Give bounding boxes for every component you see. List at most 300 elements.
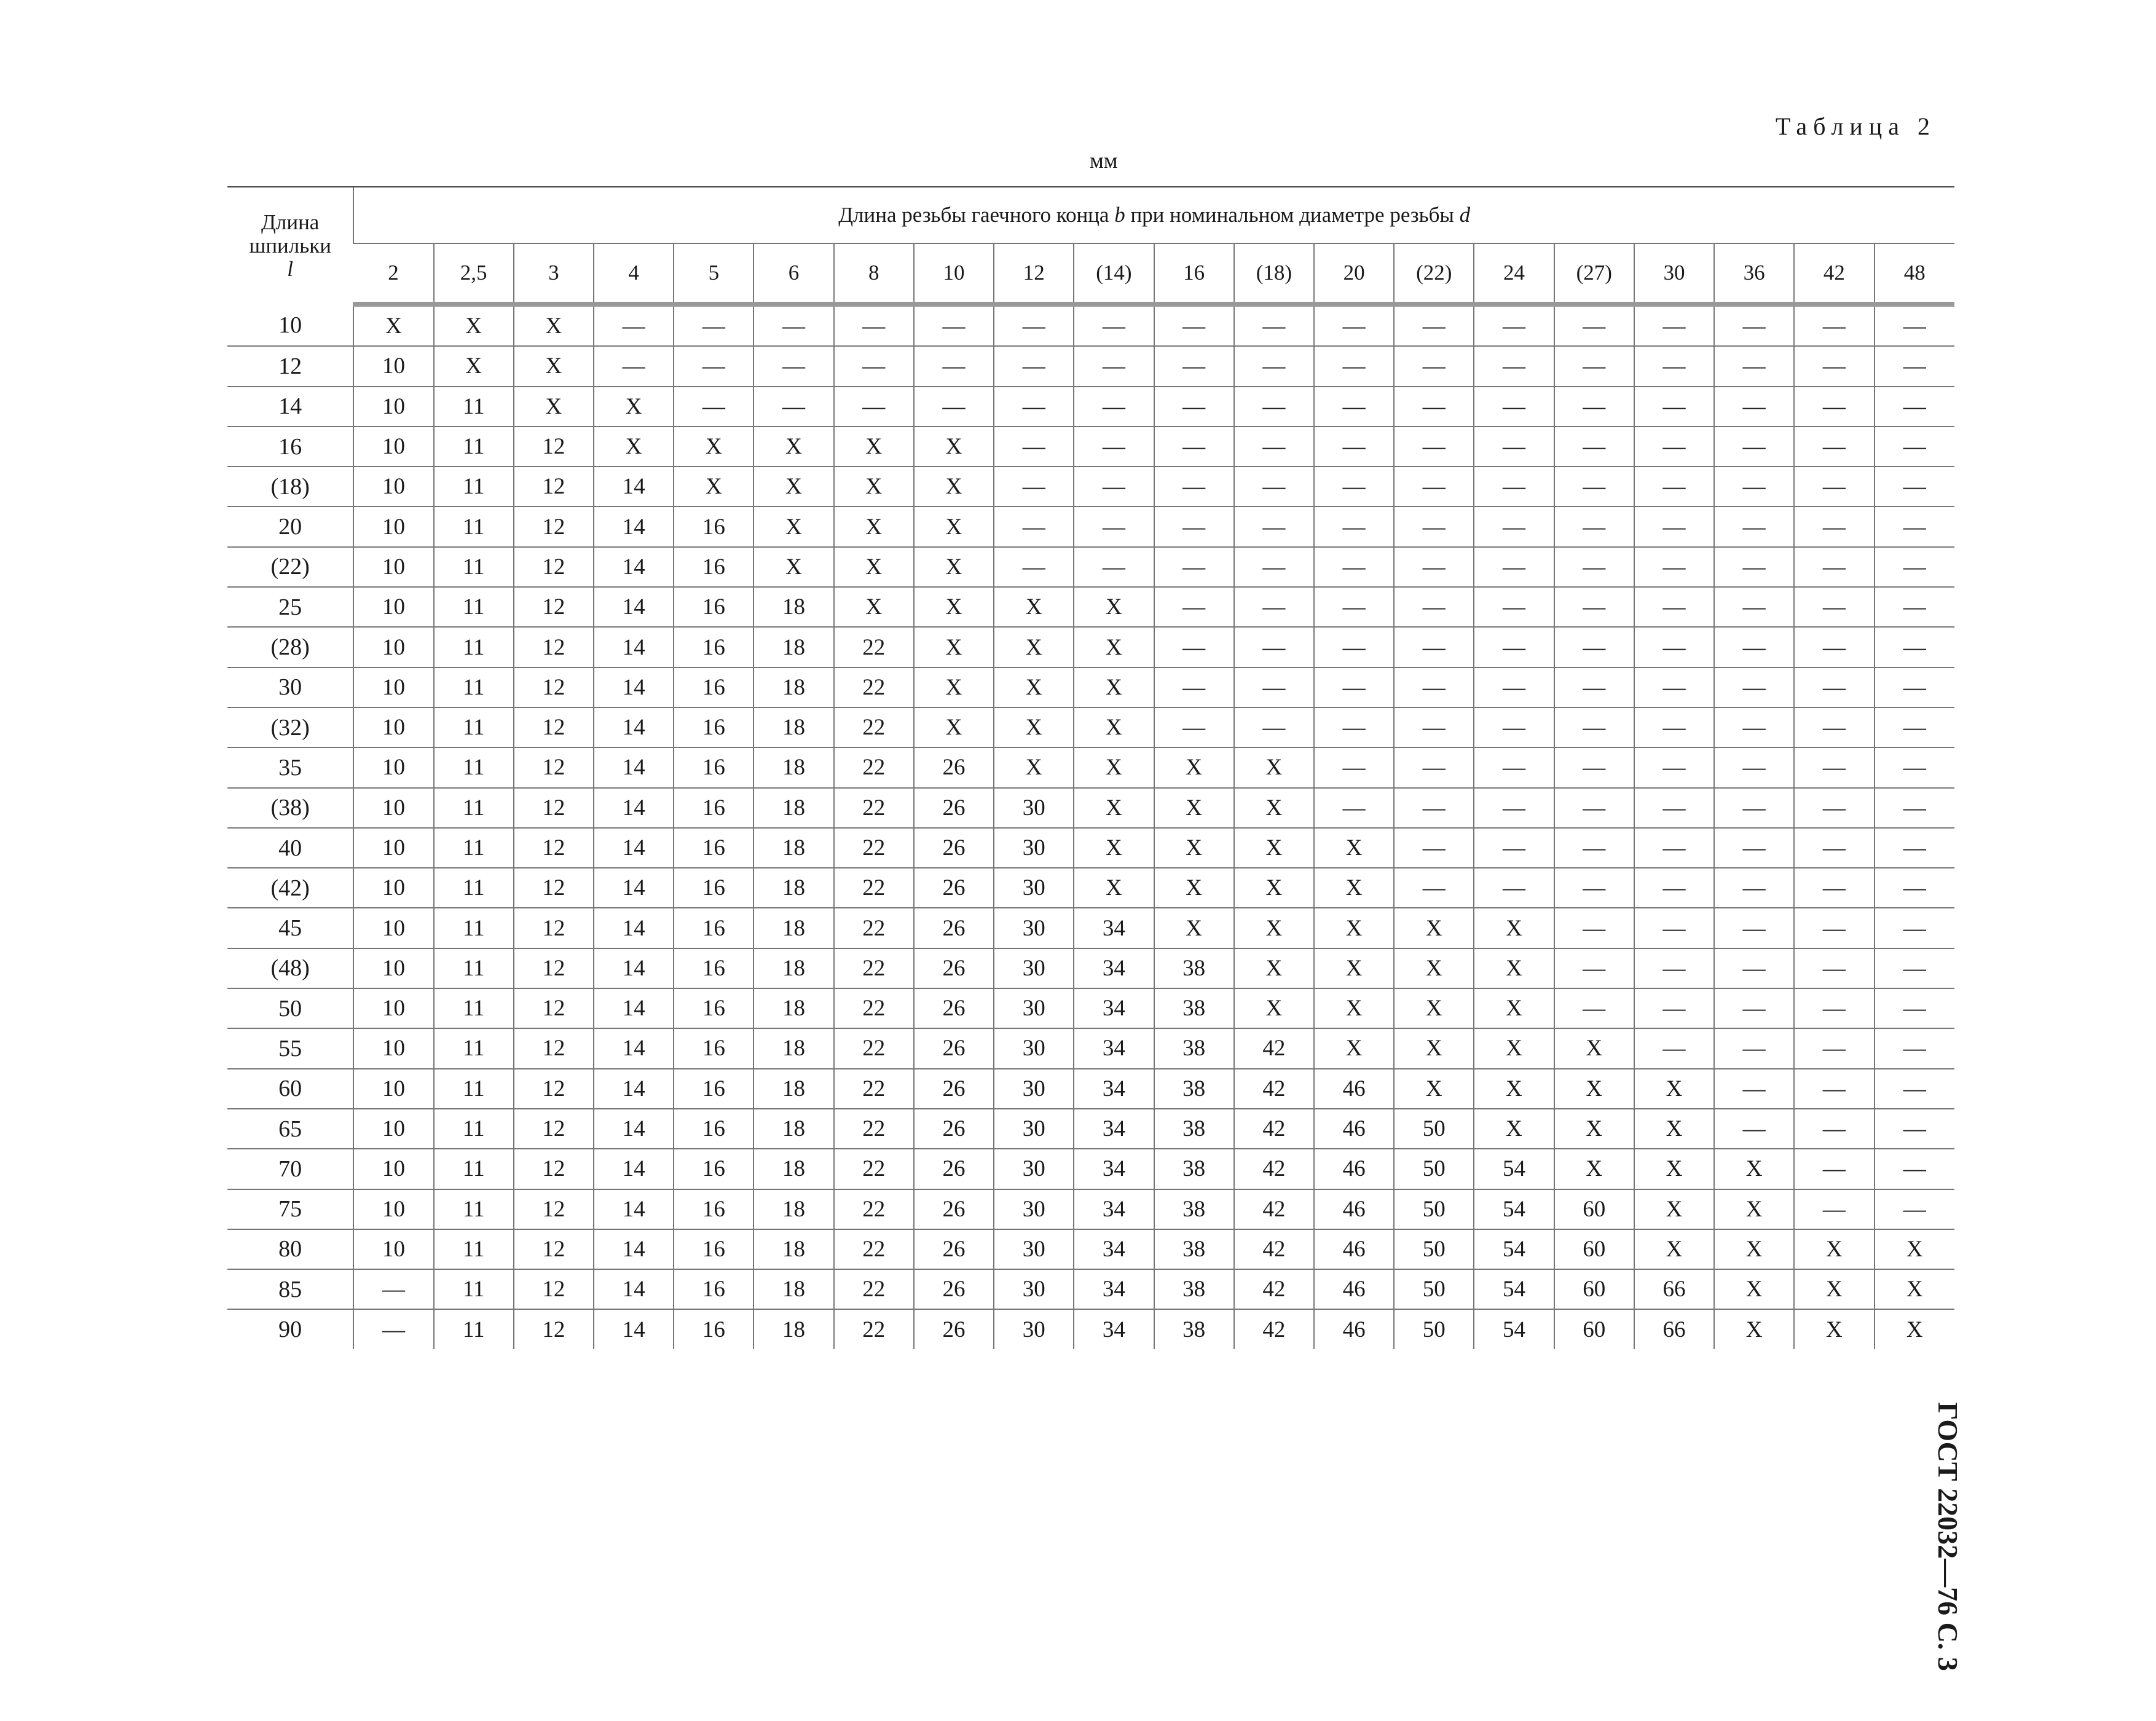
table-cell: — — [834, 387, 914, 427]
table-cell: 14 — [594, 506, 674, 546]
table-cell: 11 — [434, 828, 514, 868]
table-cell: — — [994, 304, 1074, 346]
table-cell: X — [1634, 1069, 1714, 1109]
table-cell: 16 — [674, 868, 753, 908]
table-cell: — — [753, 346, 833, 386]
table-cell: — — [1154, 387, 1234, 427]
table-cell: 60 — [1554, 1309, 1634, 1349]
table-cell: 18 — [753, 1269, 833, 1309]
table-cell: — — [1554, 668, 1634, 707]
row-header-symbol: l — [287, 257, 294, 281]
table-cell: 30 — [994, 828, 1074, 868]
table-cell: — — [1634, 547, 1714, 587]
table-cell: — — [1234, 547, 1314, 587]
table-cell: — — [1234, 427, 1314, 467]
table-cell: 42 — [1234, 1269, 1314, 1309]
table-cell: 16 — [674, 627, 753, 667]
table-row — [227, 747, 1954, 787]
table-row — [227, 988, 1954, 1028]
diameter-header-row — [227, 243, 1954, 304]
table-cell: — — [1794, 747, 1874, 787]
table-cell: — — [594, 346, 674, 386]
table-cell: 34 — [1074, 1309, 1154, 1349]
table-cell: — — [1554, 427, 1634, 467]
table-cell: — — [1074, 304, 1154, 346]
table-cell: 14 — [594, 1149, 674, 1189]
table-cell: — — [1634, 627, 1714, 667]
table-cell: 12 — [514, 1149, 594, 1189]
table-cell: X — [914, 707, 994, 747]
table-cell: 14 — [594, 707, 674, 747]
table-cell: — — [1154, 427, 1234, 467]
table-cell: 11 — [434, 707, 514, 747]
table-cell: — — [1875, 547, 1955, 587]
table-row — [227, 908, 1954, 948]
table-cell: X — [1234, 868, 1314, 908]
table-cell: 12 — [514, 1028, 594, 1068]
table-cell: X — [1314, 828, 1394, 868]
table-cell: — — [1474, 788, 1554, 828]
table-cell: X — [914, 587, 994, 627]
table-cell: 10 — [353, 587, 433, 627]
table-cell: — — [1875, 346, 1955, 386]
table-cell: — — [1794, 1189, 1874, 1229]
table-cell: — — [1314, 547, 1394, 587]
table-cell: — — [1474, 747, 1554, 787]
table-cell: 46 — [1314, 1229, 1394, 1269]
table-cell: — — [1714, 747, 1794, 787]
table-cell: 10 — [353, 627, 433, 667]
table-cell: — — [1634, 427, 1714, 467]
table-cell: 22 — [834, 908, 914, 948]
table-cell: 16 — [674, 1269, 753, 1309]
table-cell: — — [1394, 747, 1474, 787]
table-cell: — — [753, 304, 833, 346]
table-cell: — — [1714, 668, 1794, 707]
table-cell: — — [1875, 788, 1955, 828]
table-cell: — — [1394, 346, 1474, 386]
table-cell: 30 — [994, 908, 1074, 948]
table-cell: 14 — [594, 547, 674, 587]
table-cell: 11 — [434, 1229, 514, 1269]
table-cell: — — [1074, 506, 1154, 546]
row-length-cell: 25 — [227, 587, 353, 627]
table-cell: — — [1634, 707, 1714, 747]
table-cell: — — [1474, 627, 1554, 667]
table-cell: 11 — [434, 467, 514, 506]
table-cell: 60 — [1554, 1189, 1634, 1229]
table-cell: 38 — [1154, 1028, 1234, 1068]
table-cell: X — [1234, 788, 1314, 828]
table-cell: — — [1714, 387, 1794, 427]
table-cell: 22 — [834, 828, 914, 868]
row-length-cell: 16 — [227, 427, 353, 467]
table-cell: 10 — [353, 506, 433, 546]
table-row — [227, 467, 1954, 506]
table-cell: 46 — [1314, 1309, 1394, 1349]
table-cell: X — [1875, 1309, 1955, 1349]
table-cell: 26 — [914, 1269, 994, 1309]
table-cell: 60 — [1554, 1269, 1634, 1309]
table-cell: — — [1234, 668, 1314, 707]
row-length-cell: (48) — [227, 948, 353, 988]
table-cell: X — [914, 427, 994, 467]
row-length-cell: (42) — [227, 868, 353, 908]
table-cell: 22 — [834, 707, 914, 747]
table-cell: — — [1394, 587, 1474, 627]
table-cell: 10 — [353, 908, 433, 948]
table-cell: 54 — [1474, 1189, 1554, 1229]
table-cell: — — [1875, 304, 1955, 346]
table-cell: 22 — [834, 1028, 914, 1068]
table-cell: 12 — [514, 427, 594, 467]
table-cell: X — [1794, 1309, 1874, 1349]
table-cell: X — [1554, 1028, 1634, 1068]
table-cell: 11 — [434, 1069, 514, 1109]
table-cell: 22 — [834, 788, 914, 828]
table-cell: X — [753, 467, 833, 506]
table-cell: — — [1554, 828, 1634, 868]
row-length-cell: 10 — [227, 304, 353, 346]
table-cell: 30 — [994, 948, 1074, 988]
table-cell: — — [1714, 467, 1794, 506]
table-cell: — — [1875, 1028, 1955, 1068]
table-cell: — — [914, 304, 994, 346]
table-cell: 26 — [914, 1149, 994, 1189]
table-cell: 38 — [1154, 1149, 1234, 1189]
table-cell: — — [1875, 908, 1955, 948]
table-cell: 66 — [1634, 1269, 1714, 1309]
table-cell: 30 — [994, 1269, 1074, 1309]
table-cell: — — [1634, 948, 1714, 988]
table-cell: 16 — [674, 788, 753, 828]
diameter-header: 20 — [1314, 243, 1394, 304]
table-cell: 16 — [674, 988, 753, 1028]
table-cell: 22 — [834, 1189, 914, 1229]
table-cell: X — [994, 668, 1074, 707]
table-cell: 14 — [594, 467, 674, 506]
table-cell: — — [1154, 627, 1234, 667]
table-cell: 34 — [1074, 908, 1154, 948]
table-cell: X — [1234, 828, 1314, 868]
table-cell: 12 — [514, 506, 594, 546]
table-cell: X — [1074, 587, 1154, 627]
table-cell: 12 — [514, 1229, 594, 1269]
table-cell: 46 — [1314, 1069, 1394, 1109]
table-cell: 11 — [434, 1149, 514, 1189]
table-cell: X — [1714, 1149, 1794, 1189]
table-cell: X — [834, 467, 914, 506]
row-length-cell: 40 — [227, 828, 353, 868]
table-row — [227, 1229, 1954, 1269]
table-cell: 66 — [1634, 1309, 1714, 1349]
table-cell: 54 — [1474, 1149, 1554, 1189]
table-cell: — — [1554, 908, 1634, 948]
table-cell: X — [994, 747, 1074, 787]
table-cell: 38 — [1154, 1269, 1234, 1309]
table-cell: — — [1314, 707, 1394, 747]
table-cell: 26 — [914, 828, 994, 868]
table-cell: 10 — [353, 788, 433, 828]
table-cell: 12 — [514, 627, 594, 667]
table-row — [227, 346, 1954, 386]
table-cell: — — [1794, 1149, 1874, 1189]
table-cell: 30 — [994, 1028, 1074, 1068]
table-cell: X — [1394, 1028, 1474, 1068]
table-cell: — — [1794, 828, 1874, 868]
row-length-cell: 50 — [227, 988, 353, 1028]
table-cell: 30 — [994, 1229, 1074, 1269]
table-cell: 14 — [594, 668, 674, 707]
table-cell: — — [1794, 427, 1874, 467]
table-row — [227, 547, 1954, 587]
table-cell: 50 — [1394, 1109, 1474, 1149]
table-cell: — — [1634, 988, 1714, 1028]
table-cell: — — [1875, 427, 1955, 467]
row-length-cell: (32) — [227, 707, 353, 747]
table-row — [227, 668, 1954, 707]
table-cell: — — [353, 1269, 433, 1309]
table-cell: — — [1875, 1149, 1955, 1189]
table-cell: — — [1875, 707, 1955, 747]
diameter-header: 24 — [1474, 243, 1554, 304]
table-row — [227, 304, 1954, 346]
table-cell: 14 — [594, 747, 674, 787]
table-cell: 12 — [514, 788, 594, 828]
table-cell: 54 — [1474, 1269, 1554, 1309]
table-cell: — — [1794, 948, 1874, 988]
table-cell: X — [1394, 908, 1474, 948]
table-cell: — — [1634, 587, 1714, 627]
table-cell: 34 — [1074, 1069, 1154, 1109]
table-cell: — — [1474, 587, 1554, 627]
table-cell: — — [1554, 304, 1634, 346]
table-cell: X — [1474, 948, 1554, 988]
table-row — [227, 506, 1954, 546]
table-cell: — — [1554, 948, 1634, 988]
table-cell: 14 — [594, 988, 674, 1028]
table-cell: — — [1875, 1189, 1955, 1229]
table-cell: 16 — [674, 948, 753, 988]
table-cell: 14 — [594, 908, 674, 948]
table-cell: — — [1794, 788, 1874, 828]
table-cell: 16 — [674, 828, 753, 868]
table-cell: 50 — [1394, 1229, 1474, 1269]
table-cell: — — [1634, 387, 1714, 427]
table-cell: X — [1234, 908, 1314, 948]
table-cell: 16 — [674, 1149, 753, 1189]
table-cell: — — [1875, 467, 1955, 506]
table-cell: — — [834, 304, 914, 346]
table-cell: 34 — [1074, 1149, 1154, 1189]
table-cell: 12 — [514, 948, 594, 988]
table-cell: 46 — [1314, 1269, 1394, 1309]
table-cell: 12 — [514, 828, 594, 868]
row-header-line-2: шпильки — [249, 234, 331, 258]
table-cell: 30 — [994, 988, 1074, 1028]
table-cell: X — [353, 304, 433, 346]
table-cell: 42 — [1234, 1229, 1314, 1269]
table-cell: — — [1875, 627, 1955, 667]
table-cell: 50 — [1394, 1309, 1474, 1349]
table-cell: X — [1714, 1229, 1794, 1269]
table-cell: — — [1714, 427, 1794, 467]
table-cell: — — [1314, 587, 1394, 627]
table-cell: 10 — [353, 387, 433, 427]
table-cell: — — [1394, 707, 1474, 747]
row-length-cell: 12 — [227, 346, 353, 386]
table-cell: — — [1794, 346, 1874, 386]
table-cell: — — [1875, 387, 1955, 427]
table-cell: — — [1474, 467, 1554, 506]
table-cell: 10 — [353, 467, 433, 506]
table-cell: — — [1074, 427, 1154, 467]
table-cell: 30 — [994, 868, 1074, 908]
table-row — [227, 868, 1954, 908]
table-cell: 14 — [594, 868, 674, 908]
table-cell: X — [753, 547, 833, 587]
table-cell: 42 — [1234, 1189, 1314, 1229]
table-cell: X — [914, 547, 994, 587]
table-cell: — — [1875, 587, 1955, 627]
table-cell: 10 — [353, 707, 433, 747]
diameter-header: (18) — [1234, 243, 1314, 304]
table-cell: — — [1794, 908, 1874, 948]
table-cell: 12 — [514, 1269, 594, 1309]
table-cell: X — [1154, 868, 1234, 908]
table-cell: — — [1234, 506, 1314, 546]
row-header-line-1: Длина — [261, 210, 320, 234]
table-cell: 11 — [434, 948, 514, 988]
table-cell: 14 — [594, 587, 674, 627]
table-row — [227, 828, 1954, 868]
table-cell: 11 — [434, 988, 514, 1028]
table-cell: 34 — [1074, 1189, 1154, 1229]
table-cell: X — [674, 467, 753, 506]
table-cell: — — [1794, 587, 1874, 627]
table-cell: X — [1074, 747, 1154, 787]
table-cell: 26 — [914, 747, 994, 787]
table-cell: X — [1074, 668, 1154, 707]
table-cell: 14 — [594, 1069, 674, 1109]
diameter-header: 5 — [674, 243, 753, 304]
table-cell: — — [1154, 467, 1234, 506]
table-cell: 30 — [994, 1109, 1074, 1149]
table-row — [227, 1269, 1954, 1309]
table-cell: 11 — [434, 788, 514, 828]
table-cell: — — [1554, 788, 1634, 828]
table-cell: — — [1794, 467, 1874, 506]
table-cell: — — [1714, 1069, 1794, 1109]
table-cell: 18 — [753, 1109, 833, 1149]
table-cell: 22 — [834, 1269, 914, 1309]
table-cell: 38 — [1154, 1069, 1234, 1109]
table-cell: — — [914, 387, 994, 427]
table-cell: 10 — [353, 427, 433, 467]
table-cell: 18 — [753, 988, 833, 1028]
diameter-header: 3 — [514, 243, 594, 304]
table-cell: X — [914, 668, 994, 707]
table-cell: 38 — [1154, 988, 1234, 1028]
table-cell: 16 — [674, 1069, 753, 1109]
table-cell: 38 — [1154, 1309, 1234, 1349]
table-cell: 14 — [594, 1269, 674, 1309]
table-cell: — — [1794, 304, 1874, 346]
table-cell: — — [1634, 668, 1714, 707]
table-cell: — — [994, 547, 1074, 587]
table-cell: — — [1314, 747, 1394, 787]
table-cell: 12 — [514, 747, 594, 787]
row-length-cell: (38) — [227, 788, 353, 828]
table-cell: X — [1634, 1229, 1714, 1269]
table-cell: — — [1314, 506, 1394, 546]
table-cell: — — [1794, 668, 1874, 707]
table-cell: 18 — [753, 868, 833, 908]
table-cell: 38 — [1154, 1189, 1234, 1229]
diameter-header: 36 — [1714, 243, 1794, 304]
table-cell: 22 — [834, 627, 914, 667]
table-cell: 11 — [434, 627, 514, 667]
table-cell: 50 — [1394, 1189, 1474, 1229]
table-cell: 14 — [594, 627, 674, 667]
table-cell: — — [1634, 908, 1714, 948]
table-cell: X — [914, 506, 994, 546]
diameter-header: 2,5 — [434, 243, 514, 304]
table-cell: X — [1875, 1229, 1955, 1269]
table-cell: — — [1634, 346, 1714, 386]
table-cell: 10 — [353, 868, 433, 908]
table-cell: — — [1554, 387, 1634, 427]
table-cell: — — [1394, 387, 1474, 427]
table-cell: 10 — [353, 547, 433, 587]
table-cell: — — [1314, 788, 1394, 828]
table-cell: 18 — [753, 668, 833, 707]
table-cell: 11 — [434, 506, 514, 546]
diameter-header: 16 — [1154, 243, 1234, 304]
table-cell: — — [1074, 346, 1154, 386]
table-cell: 16 — [674, 908, 753, 948]
table-cell: — — [1794, 627, 1874, 667]
row-length-cell: 65 — [227, 1109, 353, 1149]
table-cell: — — [1314, 387, 1394, 427]
table-cell: — — [1154, 304, 1234, 346]
table-cell: 18 — [753, 1189, 833, 1229]
table-cell: 10 — [353, 828, 433, 868]
table-cell: — — [1714, 547, 1794, 587]
table-cell: 34 — [1074, 1229, 1154, 1269]
table-cell: X — [753, 427, 833, 467]
table-cell: 18 — [753, 1149, 833, 1189]
table-cell: — — [1554, 707, 1634, 747]
table-cell: — — [674, 304, 753, 346]
table-title: Таблица 2 — [1775, 112, 1936, 140]
table-cell: X — [834, 547, 914, 587]
table-cell: — — [1794, 547, 1874, 587]
table-cell: — — [1154, 668, 1234, 707]
row-length-cell: 45 — [227, 908, 353, 948]
table-cell: 12 — [514, 587, 594, 627]
table-cell: 18 — [753, 1069, 833, 1109]
table-cell: 12 — [514, 1309, 594, 1349]
table-cell: 12 — [514, 707, 594, 747]
table-cell: X — [1634, 1189, 1714, 1229]
table-cell: 26 — [914, 1309, 994, 1349]
table-cell: 14 — [594, 1109, 674, 1149]
table-cell: X — [914, 627, 994, 667]
table-cell: — — [1234, 346, 1314, 386]
table-cell: 11 — [434, 387, 514, 427]
table-cell: 10 — [353, 668, 433, 707]
